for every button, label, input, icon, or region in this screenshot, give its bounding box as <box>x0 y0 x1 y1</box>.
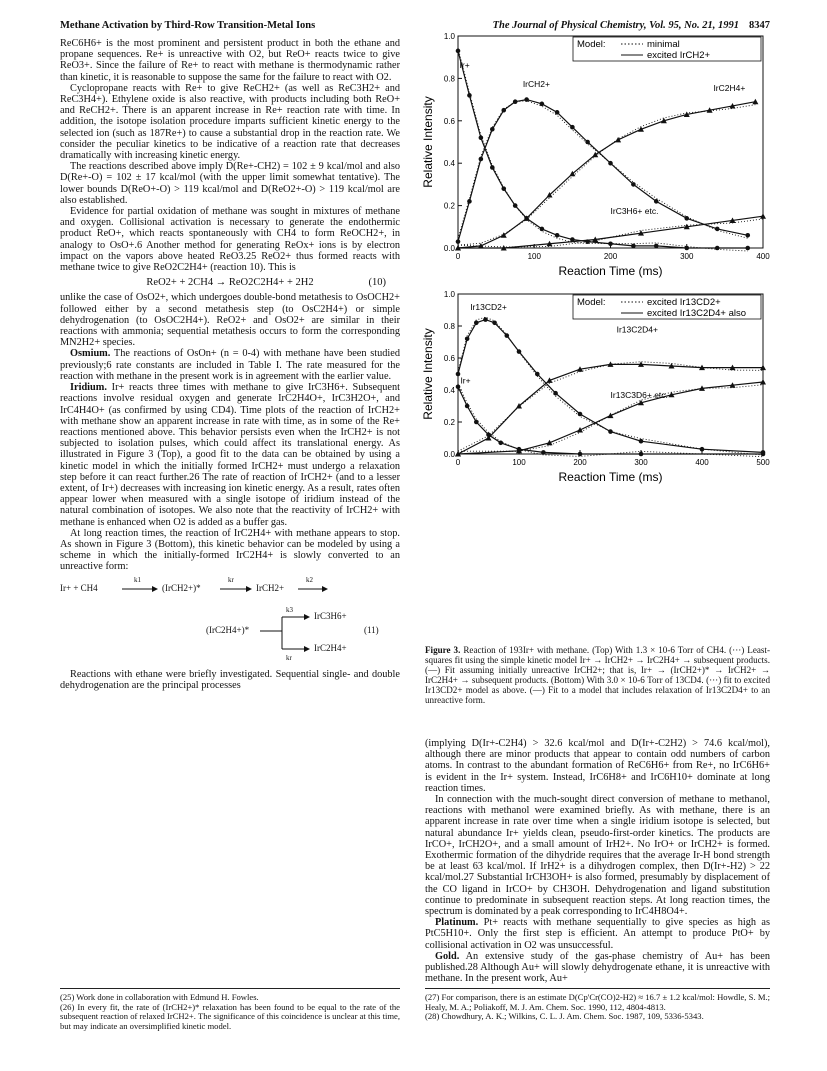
rate-k3: k3 <box>286 605 293 614</box>
series-label: Ir13CD2+ <box>470 302 507 312</box>
scheme-irc3h6: IrC3H6+ <box>314 610 347 621</box>
data-point <box>474 321 479 326</box>
data-point <box>745 246 750 251</box>
rate-kr2: kr <box>286 653 292 662</box>
legend-entry: minimal <box>647 39 680 50</box>
data-point <box>615 137 621 143</box>
data-point <box>608 161 613 166</box>
y-axis-label: Relative Intensity <box>421 328 435 420</box>
footnotes-right <box>425 988 770 1022</box>
y-tick-label: 0.0 <box>443 450 455 459</box>
y-tick-label: 0.4 <box>443 159 455 169</box>
legend-title: Model: <box>577 297 606 308</box>
data-point <box>456 372 461 377</box>
x-tick-label: 200 <box>573 458 587 467</box>
footnote-27: (27) For comparison, there is an estimate D(Cp'Cr(CO)2-H2) ≈ 16.7 ± 1.2 kcal/mol: Howdle, S. M.; Healy, M. A.; Poliakoff, M. J. Am. Chem. Soc. 1990, 112, 4804-4813. <box>425 992 770 1012</box>
page-number: 8347 <box>749 20 770 31</box>
paragraph: Cyclopropane reacts with Re+ to give ReCH2+ (as well as ReC3H2+ and ReC3H4+). Ethylene oxide is also reactive, with products including both ReO+ and ReCH2+. There is an apparent increase in Re+ reaction rate with time. In addition, the isotope isolation procedure imparts sufficient kinetic energy to the selected ion (such as 187Re+) to cause a substantial drop in the reaction rate. We consider the peculiar kinetics to be indicative of a reaction rate that decreases dramatically with increasing kinetic energy. <box>60 82 400 162</box>
paragraph: ReC6H6+ is the most prominent and persistent product in both the ethane and propane sequences. Re+ is unreactive with O2, but ReO+ reacts twice to give ReO3+. Since the failure of Re+ to react with methane is thermodynamic rather than kinetic, it is reasonable to suppose the same for the failure to react with O2. <box>60 38 400 83</box>
footnote-25: (25) Work done in collaboration with Edmund H. Fowles. <box>60 992 259 1002</box>
data-point <box>700 447 705 452</box>
y-tick-label: 0.6 <box>443 354 455 363</box>
data-point <box>498 441 503 446</box>
series-dotted-line <box>458 105 755 245</box>
paragraph-text: An extensive study of the gas-phase chemistry of Au+ has been published.28 Although Au+ will slowly dehydrogenate ethane, it is unreactive with methane. In the present work, Au+ <box>425 950 770 985</box>
x-tick-label: 100 <box>527 252 541 261</box>
equation-number: (10) <box>368 277 386 289</box>
paragraph: (implying D(Ir+-C2H4) > 32.6 kcal/mol and D(Ir+-C2H2) > 74.6 kcal/mol), although there are minor products that appear to contain odd numbers of carbon atoms. In contrast to the abundant formation of ReC6H6+ from Re+, no IrC6H6+ is evident in the Ir+ system. Instead, IrC6H8+ and IrC6H10+ dominate at long reaction times. <box>425 738 770 794</box>
data-point <box>501 186 506 191</box>
scheme-irc2h4: IrC2H4+ <box>314 642 347 653</box>
y-tick-label: 0.2 <box>443 201 455 211</box>
legend-entry: excited Ir13CD2+ <box>647 297 721 308</box>
y-tick-label: 0.8 <box>443 74 455 84</box>
data-point <box>715 246 720 251</box>
rate-k1: k1 <box>134 575 141 584</box>
series-label: Ir13C3D6+ etc. <box>610 390 668 400</box>
legend-entry: excited Ir13C2D4+ also <box>647 308 747 319</box>
data-point <box>513 203 518 208</box>
data-point <box>639 439 644 444</box>
series-label: IrC3H6+ etc. <box>610 206 659 217</box>
figure-caption <box>425 645 770 706</box>
y-tick-label: 1.0 <box>443 290 455 299</box>
section-head-platinum: Platinum. <box>435 917 479 929</box>
section-head-osmium: Osmium. <box>70 348 111 360</box>
data-point <box>555 110 560 115</box>
equation-number: (11) <box>364 624 379 635</box>
paragraph-text: Pt+ reacts with methane sequentially to give species as high as PtC5H10+. Only the first step is efficient. An attempt to produce PtO+ by collisional activation in O2 was unsuccessful. <box>425 917 770 951</box>
y-tick-label: 0.4 <box>443 386 455 395</box>
paragraph: Reactions with ethane were briefly investigated. Sequential single- and double dehydrogenation are the principal processes <box>60 668 400 691</box>
paragraph-osmium <box>60 348 400 382</box>
data-point <box>501 108 506 113</box>
data-point <box>513 99 518 104</box>
x-tick-label: 0 <box>455 252 461 261</box>
data-point <box>684 246 689 251</box>
x-tick-label: 300 <box>680 252 694 261</box>
legend-title: Model: <box>577 39 606 50</box>
paragraph-iridium <box>60 382 400 528</box>
data-point <box>654 244 659 249</box>
data-point <box>456 239 461 244</box>
x-axis-label: Reaction Time (ms) <box>558 470 663 484</box>
x-tick-label: 300 <box>634 458 648 467</box>
data-point <box>541 450 546 455</box>
footnotes-left <box>60 988 400 1031</box>
data-point <box>752 99 758 105</box>
rate-k2: k2 <box>306 575 313 584</box>
data-point <box>492 321 497 326</box>
data-point <box>577 427 583 433</box>
footnote-26: (26) In every fit, the rate of (IrCH2+)* relaxation has been found to be equal to the rate of the subsequent reaction of relaxed IrCH2+. The significance of this coincidence is unclear at this time, but may indicate an oversimplified kinetic model. <box>60 1001 400 1031</box>
reaction-scheme-11 <box>60 575 400 663</box>
legend-entry: excited IrCH2+ <box>647 50 711 61</box>
x-tick-label: 200 <box>603 252 618 261</box>
data-point <box>631 182 636 187</box>
series-dotted-line <box>458 101 748 239</box>
data-point <box>479 135 484 140</box>
scheme-reactants: Ir+ + CH4 <box>60 582 98 593</box>
series-dotted-line <box>458 362 763 451</box>
paragraph-text: The reactions of OsOn+ (n = 0-4) with methane have been studied previously;6 rate constants are included in Table I. The rate measured for the reaction with methane in the present work is in agreement with the earlier value. <box>60 348 400 382</box>
x-tick-label: 0 <box>455 458 461 467</box>
paragraph: In connection with the much-sought direct conversion of methane to methanol, reactions with methanol were examined briefly. As with methane, there is an apparent increase in rate over time when a single iridium isotope is selected, but natural abundance Ir+ yields clean, pseudo-first-order kinetics. The products are IrCO+, IrCH2O+, and a small amount of IrH2+. No IrO+ or IrCH2+ is formed. Exothermic formation of the dihydride requires that the average Ir-H bond strength be at least 63 kcal/mol. If IrH2+ is a dihydrogen complex, then D(Ir+-H2) > 22 kcal/mol.27 Substantial IrCH3OH+ is also formed, presumably by displacement of the CO ligand in IrCO+ by CH3OH. Dehydrogenation and ligand substitution continue to predominate in subsequent reaction steps. At long reaction times, the spectrum is dominated by a peak corresponding to IrC4H8O4+. <box>425 794 770 918</box>
rate-kr: kr <box>228 575 234 584</box>
y-tick-label: 0.0 <box>443 244 455 253</box>
equation-text: ReO2+ + 2CH4 → ReO2C2H4+ + 2H2 <box>146 277 314 289</box>
data-point <box>517 349 522 354</box>
scheme-excited-irc2h4: (IrC2H4+)* <box>206 624 250 635</box>
data-point <box>490 165 495 170</box>
data-point <box>684 216 689 221</box>
series-label: Ir+ <box>460 375 471 386</box>
data-point <box>578 412 583 417</box>
data-point <box>540 102 545 107</box>
data-point <box>639 452 644 457</box>
y-tick-label: 1.0 <box>443 32 455 41</box>
data-point <box>715 227 720 232</box>
series-line <box>458 364 763 454</box>
data-point <box>608 429 613 434</box>
right-column <box>425 738 770 984</box>
figure-3-bottom-chart <box>420 288 772 498</box>
y-tick-label: 0.8 <box>443 322 455 331</box>
data-point <box>479 157 484 162</box>
y-tick-label: 0.2 <box>443 418 455 427</box>
series-line <box>458 100 748 242</box>
data-point <box>553 391 558 396</box>
caption-text: Reaction of 193Ir+ with methane. (Top) With 1.3 × 10-6 Torr of CH4. (···) Least-squares fit using the simple kinetic model Ir+ → IrCH2+ → IrC2H4+ → subsequent products. (—) Fit assuming initially unreactive IrCH2+; that is, Ir+ → (IrCH2+)* → IrCH2+ → IrC2H4+ → subsequent products. (Bottom) With 3.0 × 10-6 Torr of 13CD4. (···) fit to excited Ir13CD2+ model as above. (—) Fit to a model that includes relaxation of Ir13C2D4+ to an unreactive form. <box>425 645 770 706</box>
paragraph-gold <box>425 951 770 985</box>
running-title: Methane Activation by Third-Row Transition-Metal Ions <box>60 20 316 31</box>
left-column <box>60 38 400 691</box>
footnote-28: (28) Chowdhury, A. K.; Wilkins, C. L. J. Am. Chem. Soc. 1987, 109, 5336-5343. <box>425 1011 704 1022</box>
data-point <box>608 241 613 246</box>
series-dotted-line <box>458 317 763 455</box>
paragraph-platinum <box>425 917 770 951</box>
x-tick-label: 400 <box>756 252 770 261</box>
y-tick-label: 0.6 <box>443 116 455 126</box>
data-point <box>490 127 495 132</box>
data-point <box>555 233 560 238</box>
footnote-rule <box>425 988 770 989</box>
data-point <box>467 199 472 204</box>
x-tick-label: 100 <box>512 458 526 467</box>
data-point <box>456 49 461 54</box>
paragraph: Evidence for partial oxidation of methane was sought in mixtures of methane and oxygen. Collisional activation is necessary to generate the endothermic product ReO+, which reacts spontaneously with CH4 to form ReOCH2+, in analogy to OsO+.6 Another method for generating ReOx+ ions is by electron impact on the vapors above heated ReO3.25 ReO2+ thus formed reacts with methane twice to give ReO2C2H4+ (reaction 10). This is <box>60 206 400 274</box>
x-axis-label: Reaction Time (ms) <box>558 264 663 278</box>
figure-3-top-chart <box>420 30 772 298</box>
data-point <box>585 140 590 145</box>
paragraph: At long reaction times, the reaction of IrC2H4+ with methane appears to stop. As shown in Figure 3 (Bottom), this kinetic behavior can be modeled by using a scheme in which the initially-formed IrC2H4+ is slowly converted to an unreactive form: <box>60 527 400 573</box>
x-tick-label: 500 <box>756 458 770 467</box>
data-point <box>654 199 659 204</box>
scheme-ircH2: IrCH2+ <box>256 582 285 593</box>
y-axis-label: Relative Intensity <box>421 96 435 188</box>
plot-frame <box>458 36 763 248</box>
data-point <box>524 97 529 102</box>
paragraph: unlike the case of OsO2+, which undergoes double-bond metathesis to OsOCH2+ followed either by a second metathesis step (to OsC2H4+) or simple dehydrogenation (to OsOC2H4+). ReO2+ and OsO2+ are similar in their reactions with ammonia; sequential metathesis occurs to form the corresponding MN2H2+ species. <box>60 292 400 349</box>
series-label: Ir13C2D4+ <box>616 324 658 335</box>
scheme-excited-ircH2: (IrCH2+)* <box>162 582 201 593</box>
data-point <box>535 372 540 377</box>
data-point <box>540 227 545 232</box>
caption-label: Figure 3. <box>425 645 461 655</box>
data-point <box>474 420 479 425</box>
series-label: Ir+ <box>459 59 470 70</box>
data-point <box>570 125 575 130</box>
footnote-rule <box>60 988 400 989</box>
equation-10 <box>60 277 400 288</box>
data-point <box>578 452 583 457</box>
data-point <box>467 93 472 98</box>
journal-name: The Journal of Physical Chemistry, Vol. 95, No. 21, 1991 <box>492 20 739 31</box>
section-head-gold: Gold. <box>435 950 460 962</box>
data-point <box>465 404 470 409</box>
data-point <box>483 317 488 322</box>
data-point <box>465 337 470 342</box>
data-point <box>745 233 750 238</box>
data-point <box>631 244 636 249</box>
data-point <box>505 333 510 338</box>
x-tick-label: 400 <box>695 458 709 467</box>
data-point <box>761 450 766 455</box>
series-label: IrCH2+ <box>522 78 550 89</box>
paragraph: The reactions described above imply D(Re+-CH2) = 102 ± 9 kcal/mol and also D(Re+-O) = 102 ± 17 kcal/mol (with the upper limit somewhat tentative). The lower bounds D(ReO+-O) > 119 kcal/mol and D(ReO2+-O) > 119 kcal/mol are also established. <box>60 161 400 206</box>
scheme-arrows <box>60 579 400 663</box>
paragraph-text: Ir+ reacts three times with methane to give IrC3H6+. Subsequent reactions involve residual oxygen and generate IrC2H4O+, IrC3H2O+, and IrC4H4O+ (as confirmed by using CD4). Time plots of the reaction of IrCH2+ with methane show an apparent increase in rate with time, as in some of the Re+ reactions mentioned above. This behavior persists even when the IrCH2+ is not subjected to isolation pulses, which could affect its translational energy. As illustrated in Figure 3 (Top), a good fit to the data can be obtained by using a kinetic model in which the initially formed IrCH2+ must undergo a relaxation step before it can react further.26 The rate of reaction of IrCH2+ (and to a lesser extent, of Ir+) decreases with increasing ion kinetic energy. As a result, rates often appear lower when measured with a single isotope of iridium instead of the natural combination of isotopes. We also note that the reactivity of IrCH2+ with methane is enhanced when O2 is added as a buffer gas. <box>60 382 400 528</box>
series-label: IrC2H4+ <box>713 83 746 94</box>
section-head-iridium: Iridium. <box>70 382 107 394</box>
